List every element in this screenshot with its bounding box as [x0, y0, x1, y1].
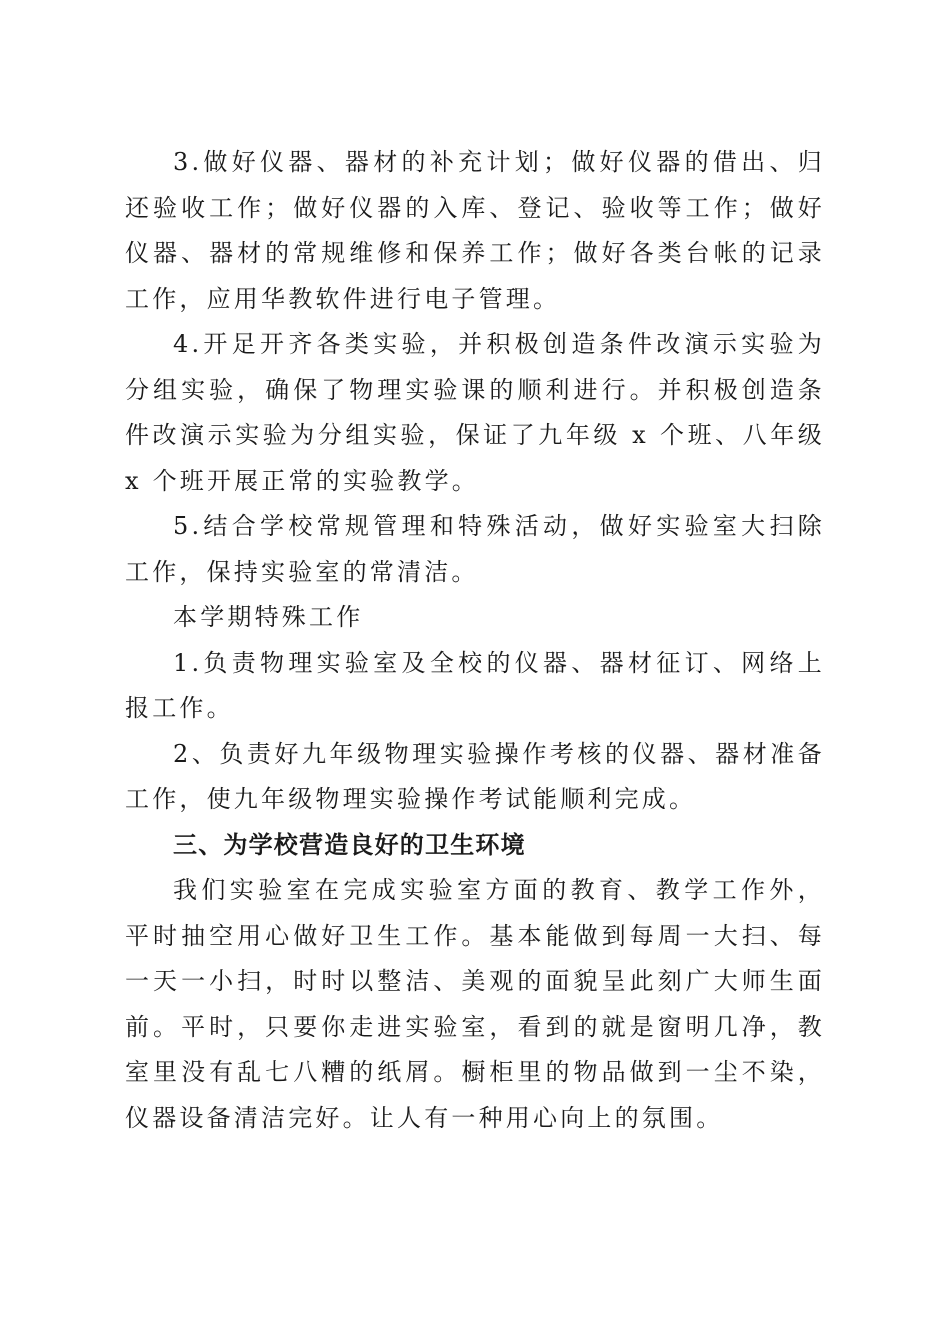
section-subtitle: 本学期特殊工作 [173, 603, 364, 631]
paragraph-item-3: 3.做好仪器、器材的补充计划；做好仪器的借出、归还验收工作；做好仪器的入库、登记、验收等工作；做好仪器、器材的常规维修和保养工作；做好各类台帐的记录工作，应用华教软件进行电子管理。 [125, 148, 825, 313]
paragraph-item-4: 4.开足开齐各类实验，并积极创造条件改演示实验为分组实验，确保了物理实验课的顺利进行。并积极创造条件改演示实验为分组实验，保证了九年级 x 个班、八年级 x 个班开展正常的实验教学。 [125, 330, 825, 495]
paragraph-item-5: 5.结合学校常规管理和特殊活动，做好实验室大扫除工作，保持实验室的常清洁。 [125, 512, 825, 586]
document-body [125, 140, 825, 1141]
special-task-1: 1.负责物理实验室及全校的仪器、器材征订、网络上报工作。 [125, 648, 825, 722]
special-task-2: 2、负责好九年级物理实验操作考核的仪器、器材准备工作，使九年级物理实验操作考试能顺利完成。 [125, 739, 825, 813]
hygiene-paragraph: 我们实验室在完成实验室方面的教育、教学工作外，平时抽空用心做好卫生工作。基本能做到每周一大扫、每一天一小扫，时时以整洁、美观的面貌呈此刻广大师生面前。平时，只要你走进实验室，看到的就是窗明几净，教室里没有乱七八糟的纸屑。橱柜里的物品做到一尘不染，仪器设备清洁完好。让人有一种用心向上的氛围。 [125, 876, 825, 1132]
section-heading: 三、为学校营造良好的卫生环境 [173, 830, 526, 859]
